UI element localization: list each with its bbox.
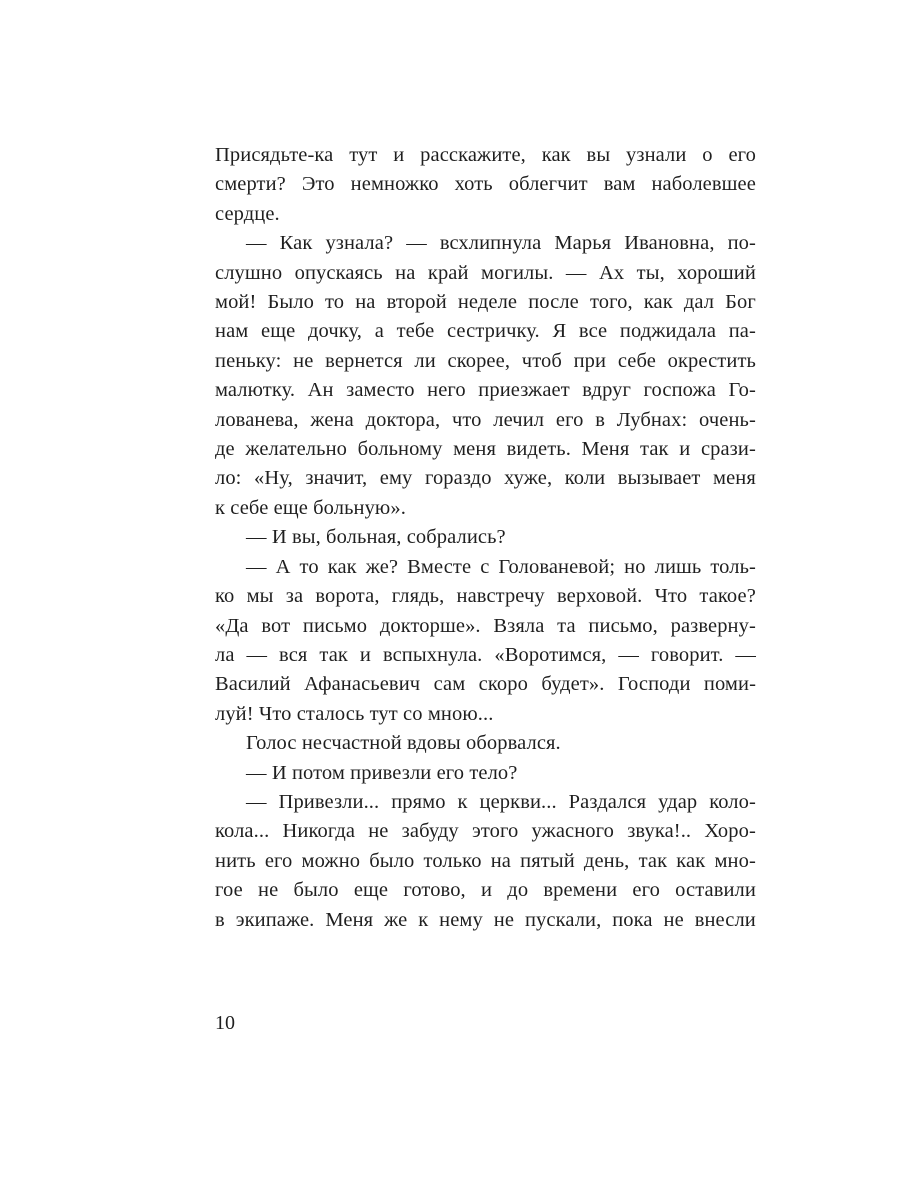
text-line: малютку. Ан заместо него приезжает вдруг госпожа Го- — [215, 379, 756, 402]
text-line: в экипаже. Меня же к нему не пускали, пока не внесли — [215, 908, 756, 931]
text-line: де желательно больному меня видеть. Меня так и срази- — [215, 438, 756, 461]
paragraph — [215, 759, 756, 788]
text-line: смерти? Это немножко хоть облегчит вам наболевшее — [215, 173, 756, 196]
text-line: нам еще дочку, а тебе сестричку. Я все поджидала па- — [215, 320, 756, 343]
page-number: 10 — [215, 1012, 235, 1034]
text-line: Василий Афанасьевич сам скоро будет». Господи поми- — [215, 673, 756, 696]
text-line: — И вы, больная, собрались? — [246, 526, 506, 549]
text-line: пеньку: не вернется ли скорее, чтоб при себе окрестить — [215, 349, 756, 372]
text-line: — Как узнала? — всхлипнула Марья Ивановна, по- — [246, 232, 756, 255]
text-line: нить его можно было только на пятый день, так как мно- — [215, 849, 756, 872]
text-line: сердце. — [215, 202, 280, 225]
paragraph — [215, 523, 756, 552]
paragraph — [215, 729, 756, 758]
text-line: ко мы за ворота, глядь, навстречу верховой. Что такое? — [215, 585, 756, 608]
text-line: гое не было еще готово, и до времени его оставили — [215, 879, 756, 902]
text-line: — Привезли... прямо к церкви... Раздался удар коло- — [246, 790, 756, 813]
text-line: кола... Никогда не забуду этого ужасного звука!.. Хоро- — [215, 820, 756, 843]
text-block — [215, 141, 756, 935]
text-line: ло: «Ну, значит, ему гораздо хуже, коли вызывает меня — [215, 467, 756, 490]
paragraph — [215, 141, 756, 229]
paragraph — [215, 553, 756, 729]
text-line: слушно опускаясь на край могилы. — Ах ты, хороший — [215, 261, 756, 284]
text-line: Голос несчастной вдовы оборвался. — [246, 732, 561, 755]
text-line: к себе еще больную». — [215, 496, 406, 519]
paragraph — [215, 229, 756, 523]
text-line: ла — вся так и вспыхнула. «Воротимся, — говорит. — — [215, 643, 756, 666]
text-line: — А то как же? Вместе с Голованевой; но лишь толь- — [246, 555, 756, 578]
text-line: луй! Что сталось тут со мною... — [215, 702, 494, 725]
paragraph — [215, 788, 756, 935]
text-line: мой! Было то на второй неделе после того, как дал Бог — [215, 291, 756, 314]
text-line: Присядьте-ка тут и расскажите, как вы узнали о его — [215, 144, 756, 166]
text-line: — И потом привезли его тело? — [246, 761, 518, 784]
text-line: лованева, жена доктора, что лечил его в Лубнах: очень- — [215, 408, 756, 431]
text-line: «Да вот письмо докторше». Взяла та письмо, разверну- — [215, 614, 756, 637]
